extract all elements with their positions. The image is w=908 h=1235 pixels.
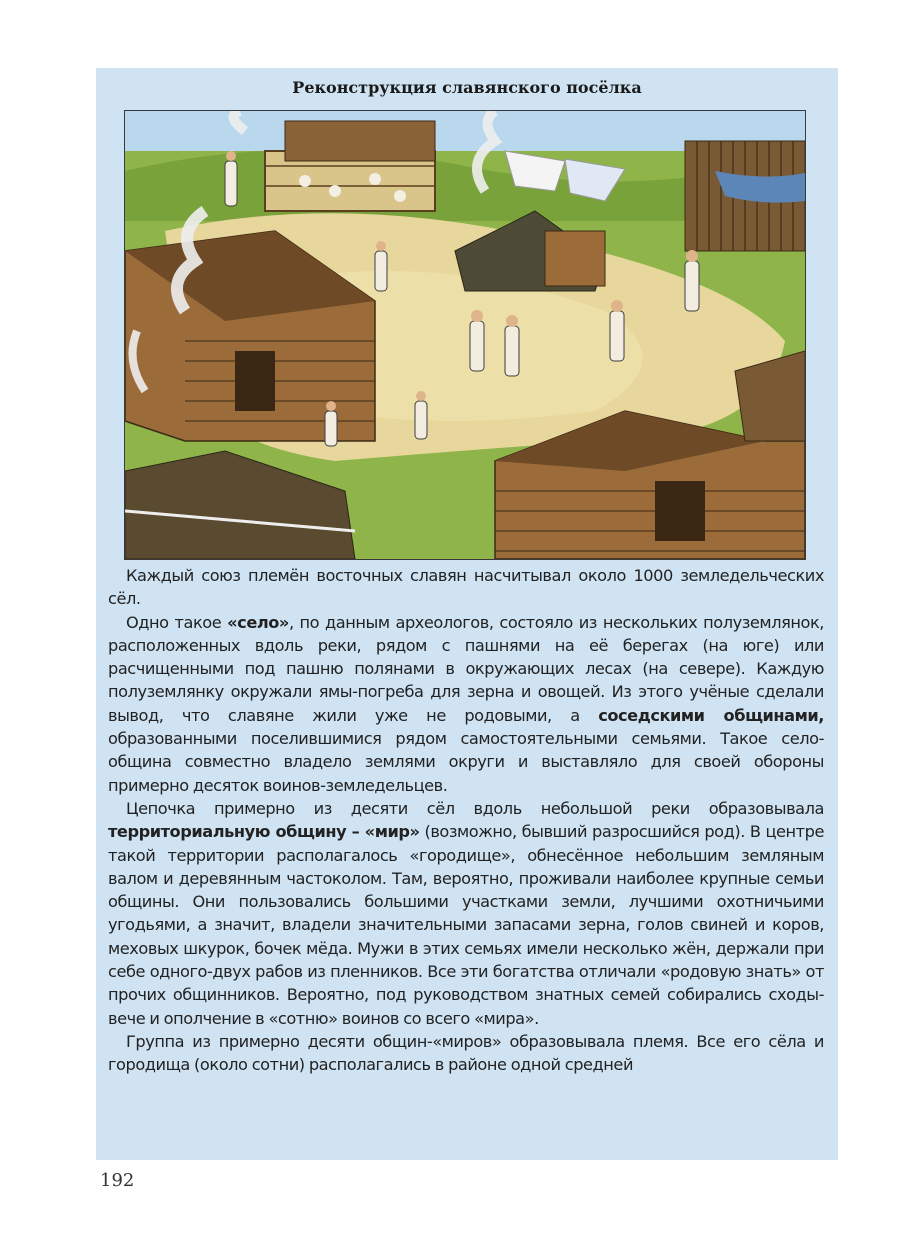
term-neighbour-communities: соседскими общинами, — [598, 705, 824, 725]
body-text — [108, 564, 824, 1077]
illustration-caption: Реконструкция славянского посёлка — [292, 78, 642, 97]
text-run: образованными поселившимися рядом самостоятельными семьями. Такое село-община совместно владело землями округи и выставляло для своей обороны примерно десяток воинов-земледельцев. — [108, 729, 824, 795]
text-run: Каждый союз племён восточных славян насчитывал около 1000 земледельческих сёл. — [108, 566, 824, 609]
paragraph — [108, 797, 824, 1030]
term-selo: «село» — [227, 612, 289, 632]
text-run: (возможно, бывший разросшийся род). В центре такой территории располагалось «городище», обнесённое небольшим земляным валом и деревянным частоколом. Там, вероятно, проживали наиболее крупные семьи общины. Они пользовались большими участками земли, лучшими охотничьими угодьями, а значит, владели значительными запасами зерна, голов свиней и коров, меховых шкурок, бочек мёда. Мужи в этих семьях имели несколько жён, держали при себе одного-двух рабов из пленников. Все эти богатства отличали «родовую знать» от прочих общинников. Вероятно, под руководством знатных семей собирались сходы-вече и ополчение в «сотню» воинов со всего «мира». — [108, 822, 824, 1028]
text-run: Цепочка примерно из десяти сёл вдоль небольшой реки образовывала — [126, 798, 824, 818]
paragraph — [108, 611, 824, 797]
text-run: , по данным археологов, состояло из нескольких полуземлянок, расположенных вдоль реки, рядом с пашнями на её берегах (на юге) или расчищенными под пашню полянами в окружающих лесах (на севере). Каждую полуземлянку окружали ямы-погреба для зерна и овощей. Из этого учёные сделали вывод, что славяне жили уже не родовыми, а — [108, 612, 824, 725]
village-scene — [125, 111, 805, 559]
slavic-village-illustration — [124, 110, 806, 560]
paragraph — [108, 564, 824, 611]
page-number: 192 — [100, 1170, 135, 1191]
paragraph — [108, 1030, 824, 1077]
text-run: Одно такое — [126, 612, 228, 632]
term-territorial-community: территориальную общину – «мир» — [108, 822, 420, 842]
text-run: Группа из примерно десяти общин-«миров» образовывала племя. Все его сёла и городища (около сотни) располагались в районе одной средней — [108, 1031, 824, 1075]
